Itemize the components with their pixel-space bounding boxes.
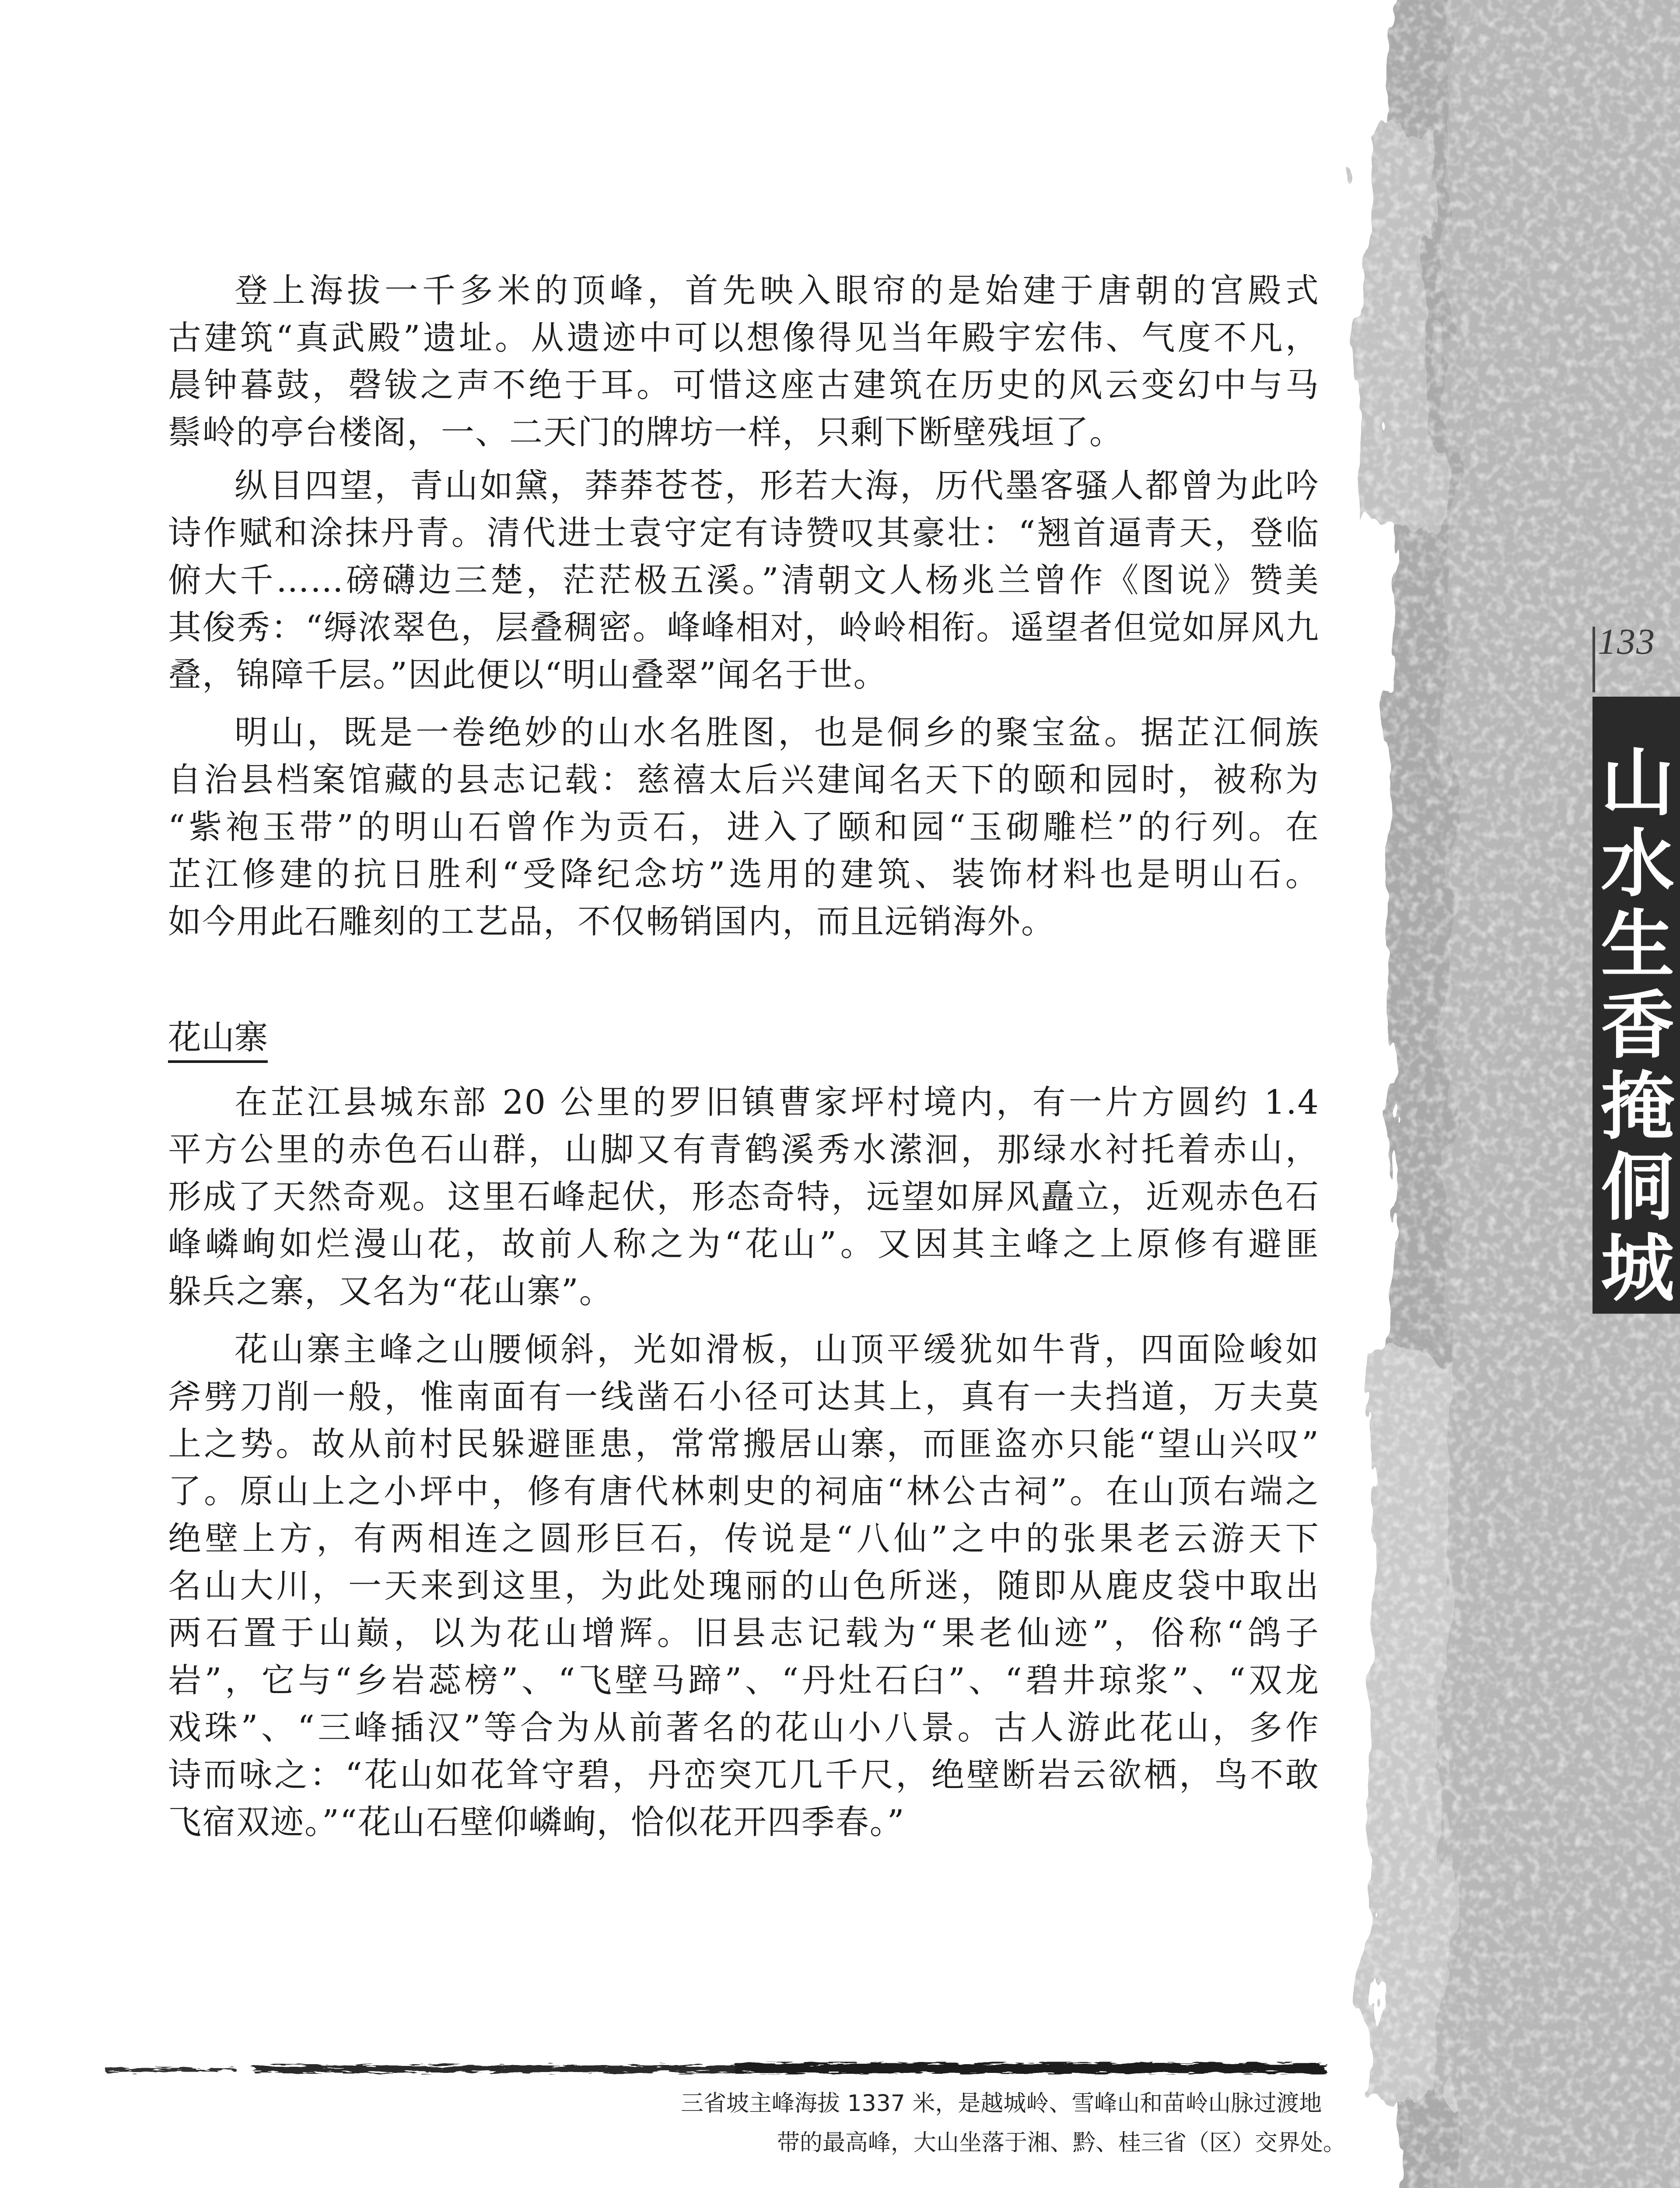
text-line: 其俊秀：“缛浓翠色，层叠稠密。峰峰相对，岭岭相衔。遥望者但觉如屏风九	[168, 608, 1320, 647]
chapter-title-char: 城	[1601, 1226, 1674, 1311]
text-line: 平方公里的赤色石山群，山脚又有青鹤溪秀水潆洄，那绿水衬托着赤山，	[168, 1130, 1320, 1169]
paragraph	[168, 1326, 1320, 1846]
text-line: 在芷江县城东部 20 公里的罗旧镇曹家坪村境内，有一片方圆约 1.4	[234, 1083, 1320, 1122]
text-line: 芷江修建的抗日胜利“受降纪念坊”选用的建筑、装饰材料也是明山石。	[168, 855, 1320, 894]
page-number-rule	[1592, 627, 1595, 692]
text-line: 躲兵之寨，又名为“花山寨”。	[168, 1272, 613, 1311]
text-line: 登上海拔一千多米的顶峰，首先映入眼帘的是始建于唐朝的宫殿式	[234, 271, 1320, 310]
text-line: 诗而咏之：“花山如花耸守碧，丹峦突兀几千尺，绝壁断岩云欲栖，鸟不敢	[168, 1755, 1320, 1794]
chapter-title-char: 山	[1601, 740, 1674, 826]
text-line: 晨钟暮鼓，磬钹之声不绝于耳。可惜这座古建筑在历史的风云变幻中与马	[168, 365, 1320, 404]
caption-line: 三省坡主峰海拔 1337 米，是越城岭、雪峰山和苗岭山脉过渡地	[681, 2090, 1322, 2117]
text-line: 岩”，它与“乡岩蕊榜”、“飞壁马蹄”、“丹灶石臼”、“碧井琼浆”、“双龙	[168, 1661, 1320, 1700]
text-line: 花山寨主峰之山腰倾斜，光如滑板，山顶平缓犹如牛背，四面险峻如	[234, 1330, 1320, 1369]
text-line: 俯大千……磅礴边三楚，茫茫极五溪。”清朝文人杨兆兰曾作《图说》赞美	[168, 561, 1320, 600]
chapter-title-char: 水	[1601, 821, 1674, 907]
chapter-title-char: 香	[1601, 983, 1674, 1069]
text-line: 上之势。故从前村民躲避匪患，常常搬居山寨，而匪盗亦只能“望山兴叹”	[168, 1424, 1320, 1463]
text-line: 自治县档案馆藏的县志记载：慈禧太后兴建闻名天下的颐和园时，被称为	[168, 760, 1320, 799]
text-line: 鬃岭的亭台楼阁，一、二天门的牌坊一样，只剩下断壁残垣了。	[168, 413, 1124, 452]
chapter-title-char: 生	[1601, 902, 1674, 988]
chapter-title-char: 侗	[1601, 1145, 1674, 1231]
text-line: 斧劈刀削一般，惟南面有一线凿石小径可达其上，真有一夫挡道，万夫莫	[168, 1377, 1320, 1416]
caption-line: 带的最高峰，大山坐落于湘、黔、桂三省（区）交界处。	[777, 2130, 1346, 2156]
text-line: 戏珠”、“三峰插汉”等合为从前著名的花山小八景。古人游此花山，多作	[168, 1708, 1320, 1747]
text-line: 了。原山上之小坪中，修有唐代林刺史的祠庙“林公古祠”。在山顶右端之	[168, 1472, 1320, 1511]
text-line: 形成了天然奇观。这里石峰起伏，形态奇特，远望如屏风矗立，近观赤色石	[168, 1177, 1320, 1216]
text-line: “紫袍玉带”的明山石曾作为贡石，进入了颐和园“玉砌雕栏”的行列。在	[168, 807, 1320, 846]
text-line: 纵目四望，青山如黛，莽莽苍苍，形若大海，历代墨客骚人都曾为此吟	[234, 466, 1320, 505]
page-number: 133	[1598, 621, 1656, 662]
text-line: 飞宿双迹。”“花山石壁仰嶙峋，恰似花开四季春。”	[168, 1802, 905, 1841]
text-line: 诗作赋和涂抹丹青。清代进士袁守定有诗赞叹其豪壮：“翘首逼青天，登临	[168, 513, 1320, 552]
text-line: 峰嶙峋如烂漫山花，故前人称之为“花山”。又因其主峰之上原修有避匪	[168, 1224, 1320, 1263]
paragraph	[168, 1079, 1320, 1315]
text-line: 两石置于山巅，以为花山增辉。旧县志记载为“果老仙迹”，俗称“鸽子	[168, 1613, 1320, 1652]
paragraph	[168, 267, 1320, 456]
text-line: 叠，锦障千层。”因此便以“明山叠翠”闻名于世。	[168, 655, 888, 694]
text-line: 绝壁上方，有两相连之圆形巨石，传说是“八仙”之中的张果老云游天下	[168, 1519, 1320, 1558]
chapter-title-char: 掩	[1601, 1064, 1674, 1150]
paragraph	[168, 462, 1320, 698]
text-line: 古建筑“真武殿”遗址。从遗迹中可以想像得见当年殿宇宏伟、气度不凡，	[168, 318, 1320, 357]
paragraph	[168, 709, 1320, 945]
text-line: 名山大川，一天来到这里，为此处瑰丽的山色所迷，随即从鹿皮袋中取出	[168, 1566, 1320, 1605]
text-line: 明山，既是一卷绝妙的山水名胜图，也是侗乡的聚宝盆。据芷江侗族	[234, 713, 1320, 752]
section-heading: 花山寨	[168, 1011, 268, 1063]
text-line: 如今用此石雕刻的工艺品，不仅畅销国内，而且远销海外。	[168, 902, 1055, 941]
caption-rule	[105, 2052, 1330, 2087]
